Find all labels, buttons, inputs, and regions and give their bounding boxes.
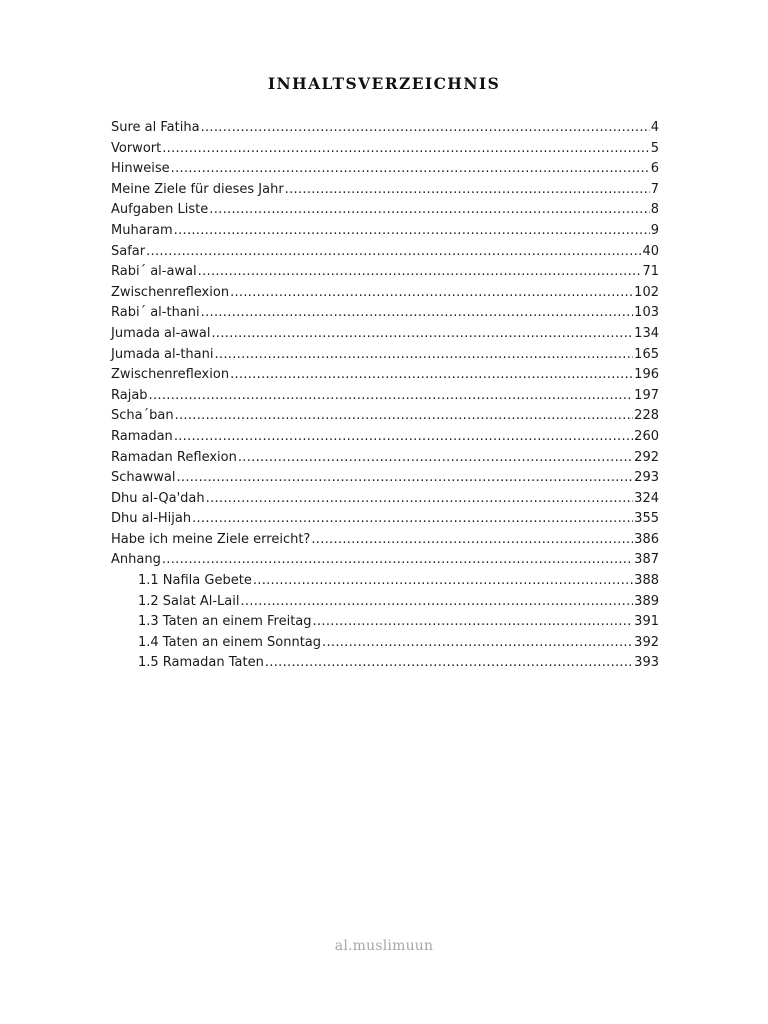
toc-entry-label: Rajab [111,387,148,403]
toc-entry [111,427,659,448]
toc-entry [111,139,659,160]
dot-leader [265,653,633,674]
toc-entry [111,489,659,510]
toc-entry-page: 228 [634,408,659,424]
toc-entry [111,530,659,551]
toc-subentry [111,592,659,613]
toc-entry-page: 355 [634,511,659,527]
toc-entry-label: Rabi´ al-thani [111,305,200,321]
toc-entry-label: Schawwal [111,470,176,486]
toc-entry-page: 40 [642,243,659,259]
toc-entry [111,324,659,345]
toc-entry-label: Hinweise [111,161,170,177]
toc-entry-page: 388 [634,573,659,589]
dot-leader [253,571,633,592]
toc-entry [111,283,659,304]
toc-entry-label: 1.3 Taten an einem Freitag [138,614,312,630]
dot-leader [212,324,634,345]
dot-leader [201,303,634,324]
toc-entry-label: 1.5 Ramadan Taten [138,655,264,671]
toc-entry [111,386,659,407]
toc-entry-page: 197 [634,387,659,403]
toc-entry [111,345,659,366]
toc-entry-label: Aufgaben Liste [111,202,209,218]
toc-entry [111,406,659,427]
toc-entry-label: 1.2 Salat Al-Lail [138,593,240,609]
toc-entry [111,303,659,324]
toc-entry-page: 6 [650,161,659,177]
dot-leader [162,550,633,571]
dot-leader [285,180,650,201]
toc-entry-page: 71 [642,264,659,280]
toc-entry-label: Jumada al-awal [111,325,211,341]
dot-leader [322,633,633,654]
toc-entry-page: 9 [650,222,659,238]
toc-entry [111,159,659,180]
dot-leader [149,386,634,407]
page-title: INHALTSVERZEICHNIS [267,74,501,93]
toc-entry-page: 389 [634,593,659,609]
toc-entry-label: Vorwort [111,140,162,156]
toc-entry-page: 324 [634,490,659,506]
toc-entry-label: Ramadan [111,428,173,444]
toc-entry [111,509,659,530]
toc-entry-label: Meine Ziele für dieses Jahr [111,181,284,197]
dot-leader [174,427,633,448]
toc-entry [111,242,659,263]
toc-entry-page: 102 [634,284,659,300]
dot-leader [162,139,650,160]
dot-leader [175,406,634,427]
toc-entry-page: 391 [634,614,659,630]
toc-subentry [111,633,659,654]
toc-entry-page: 392 [634,634,659,650]
dot-leader [201,118,650,139]
toc-entry-page: 5 [650,140,659,156]
dot-leader [198,262,642,283]
toc-entry-page: 134 [634,325,659,341]
toc-subentry [111,612,659,633]
toc-entry-label: Sure al Fatiha [111,120,200,135]
toc-entry-label: Zwischenreflexion [111,284,230,300]
toc-entry-page: 103 [634,305,659,321]
dot-leader [176,468,633,489]
toc-entry-page: 7 [650,181,659,197]
toc-entry [111,200,659,221]
dot-leader [171,159,650,180]
toc-entry [111,468,659,489]
toc-entry-page: 293 [634,470,659,486]
dot-leader [209,200,649,221]
dot-leader [238,448,633,469]
toc-entry [111,448,659,469]
toc-entry-page: 8 [650,202,659,218]
toc-entry-label: Habe ich meine Ziele erreicht? [111,531,311,547]
toc-entry-label: 1.4 Taten an einem Sonntag [138,634,322,650]
toc-entry [111,262,659,283]
dot-leader [192,509,633,530]
dot-leader [230,365,633,386]
toc-subentry [111,571,659,592]
toc-entry-page: 196 [634,367,659,383]
toc-entry-label: Safar [111,243,146,259]
toc-entry [111,365,659,386]
toc-entry-label: Ramadan Reflexion [111,449,237,465]
toc-subentry [111,653,659,674]
toc-entry [111,118,659,139]
toc-entry [111,180,659,201]
toc-entry [111,221,659,242]
toc-entry-label: Dhu al-Qa'dah [111,490,205,506]
dot-leader [146,242,641,263]
dot-leader [174,221,650,242]
dot-leader [311,530,633,551]
toc-entry-page: 260 [634,428,659,444]
toc-entry-label: 1.1 Nafila Gebete [138,573,252,589]
toc-entry-label: Rabi´ al-awal [111,264,197,280]
toc-entry-label: Scha´ban [111,408,174,424]
toc-entry-page: 387 [634,552,659,568]
dot-leader [230,283,633,304]
toc-entry-page: 292 [634,449,659,465]
dot-leader [240,592,633,613]
toc-entry-page: 386 [634,531,659,547]
toc-entry-label: Dhu al-Hijah [111,511,192,527]
toc-entry [111,550,659,571]
dot-leader [214,345,633,366]
toc-entry-page: 165 [634,346,659,362]
toc-entry-page: 4 [650,120,659,135]
footer-watermark: al.muslimuun [334,938,434,954]
toc-entry-label: Zwischenreflexion [111,367,230,383]
toc-entry-page: 393 [634,655,659,671]
toc-entry-label: Jumada al-thani [111,346,214,362]
dot-leader [313,612,634,633]
toc-entry-label: Muharam [111,222,173,238]
table-of-contents [111,118,659,674]
toc-entry-label: Anhang [111,552,161,568]
dot-leader [206,489,634,510]
